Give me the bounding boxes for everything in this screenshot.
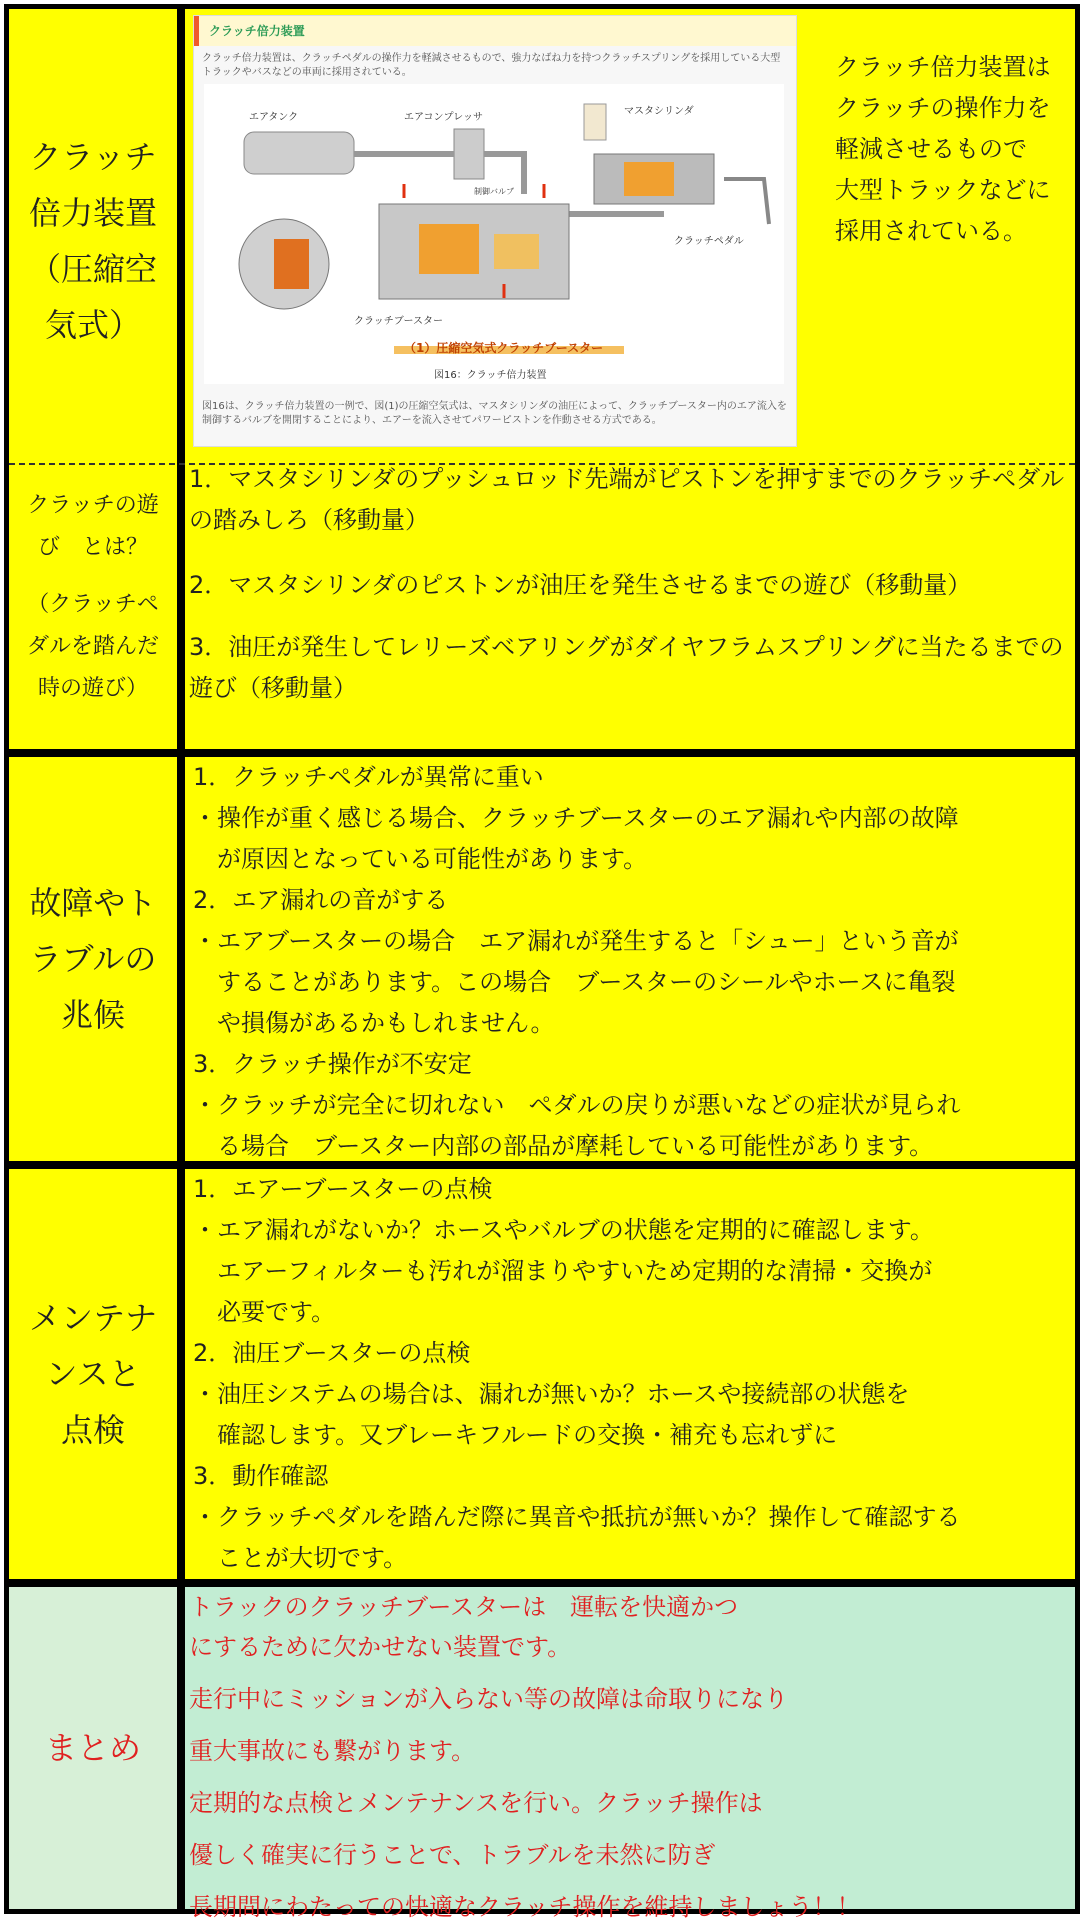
right-cell-maintenance bbox=[185, 1169, 1075, 1579]
summary-line: 長期間にわたっての快適なクラッチ操作を維持しましょう！！ bbox=[189, 1893, 861, 1921]
summary-line: にするために欠かせない装置です。 bbox=[189, 1633, 572, 1661]
play-item-2: 2．マスタシリンダのピストンが油圧を発生させるまでの遊び（移動量） bbox=[189, 571, 972, 599]
figure-heading: クラッチ倍力装置 bbox=[194, 16, 796, 46]
booster-figure bbox=[193, 15, 797, 447]
play-item-3: 3．油圧が発生してレリーズベアリングがダイヤフラムスプリングに当たるまでの遊び（移動量） bbox=[189, 633, 1064, 702]
row-maintenance bbox=[9, 1169, 1075, 1579]
summary-line: トラックのクラッチブースターは 運転を快適かつ bbox=[189, 1593, 739, 1621]
label-summary: まとめ bbox=[44, 1729, 141, 1767]
label-booster: クラッチブースター bbox=[354, 316, 443, 327]
info-table bbox=[4, 4, 1080, 1921]
label-maintenance: メンテナ ンスと 点検 bbox=[28, 1299, 157, 1449]
maintenance-text: 1．エアーブースターの点検 ・エア漏れがないか？ホースやバルブの状態を定期的に確認します。 エアーフィルターも汚れが溜まりやすいため定期的な清掃・交換が 必要です。 2．油圧ブースターの点検 ・油圧システムの場合は、漏れが無いか？ホースや接続部の状態を 確認します。又ブレーキフルードの交換・補充も忘れずに 3．動作確認 ・クラッチペダルを踏んだ際に異音や抵抗が無いか？操作して確認する ことが大切です。 bbox=[193, 1175, 961, 1572]
row-symptoms bbox=[9, 757, 1075, 1161]
summary-line: 走行中にミッションが入らない等の故障は命取りになり bbox=[189, 1685, 789, 1713]
label-clutch-play-note: （クラッチペ ダルを踏んだ 時の遊び） bbox=[26, 592, 159, 701]
row-booster-and-play bbox=[9, 9, 1075, 749]
column-divider bbox=[177, 757, 185, 1161]
summary-line: 優しく確実に行うことで、トラブルを未然に防ぎ bbox=[189, 1841, 716, 1869]
column-divider bbox=[177, 1169, 185, 1579]
label-air-tank: エアタンク bbox=[249, 112, 299, 123]
figure-intro: クラッチ倍力装置は、クラッチペダルの操作力を軽減させるもので、強力なばね力を持つクラッチスプリングを採用している大型トラックやバスなどの車両に採用されている。 bbox=[202, 53, 781, 78]
label-symptoms: 故障やト ラブルの 兆候 bbox=[29, 884, 157, 1034]
label-booster: クラッチ 倍力装置 （圧縮空 気式） bbox=[28, 138, 157, 344]
label-compressor: エアコンプレッサ bbox=[404, 112, 483, 123]
column-divider bbox=[177, 1587, 185, 1909]
dashed-separator bbox=[9, 463, 1075, 465]
row-summary bbox=[9, 1587, 1075, 1921]
column-divider bbox=[177, 9, 185, 749]
summary-text bbox=[189, 1587, 861, 1927]
play-item-1: 1．マスタシリンダのプッシュロッド先端がピストンを押すまでのクラッチペダルの踏みしろ（移動量） bbox=[189, 465, 1065, 534]
summary-line: 重大事故にも繋がります。 bbox=[189, 1737, 476, 1765]
figure-subtitle: （1）圧縮空気式クラッチブースター bbox=[404, 341, 604, 355]
figure-description: 図16は、クラッチ倍力装置の一例で、図(1)の圧縮空気式は、マスタシリンダの油圧によって、クラッチブースター内のエア流入を制御するバルブを開閉することにより、エアーを流入させてパワーピストンを作動させる方式である。 bbox=[202, 401, 787, 426]
label-pedal: クラッチペダル bbox=[674, 236, 744, 247]
summary-line: 定期的な点検とメンテナンスを行い。クラッチ操作は bbox=[189, 1789, 763, 1817]
right-cell-booster bbox=[185, 9, 1075, 749]
left-cell-booster bbox=[9, 9, 177, 749]
label-valve: 制御バルブ bbox=[474, 187, 514, 196]
left-cell-maintenance bbox=[9, 1169, 177, 1579]
right-cell-symptoms bbox=[185, 757, 1075, 1161]
label-clutch-play: クラッチの遊 び とは？ bbox=[27, 493, 159, 560]
symptoms-text: 1．クラッチペダルが異常に重い ・操作が重く感じる場合、クラッチブースターのエア漏れや内部の故障 が原因となっている可能性があります。 2．エア漏れの音がする ・エアブースターの場合 エア漏れが発生すると「シュー」という音が することがあります。この場合 ブースターのシールやホースに亀裂 や損傷があるかもしれません。 3．クラッチ操作が不安定 ・クラッチが完全に切れない ペダルの戻りが悪いなどの症状が見られ る場合 ブースター内部の部品が摩耗している可能性があります。 bbox=[193, 763, 961, 1160]
left-cell-symptoms bbox=[9, 757, 177, 1161]
figure-caption: 図16：クラッチ倍力装置 bbox=[434, 370, 547, 381]
booster-diagram bbox=[204, 84, 784, 384]
left-cell-summary bbox=[9, 1587, 177, 1909]
label-master: マスタシリンダ bbox=[624, 106, 694, 117]
right-cell-summary bbox=[185, 1587, 1075, 1921]
booster-caption: クラッチ倍力装置は クラッチの操作力を 軽減させるもので 大型トラックなどに 採用されている。 bbox=[835, 53, 1051, 245]
